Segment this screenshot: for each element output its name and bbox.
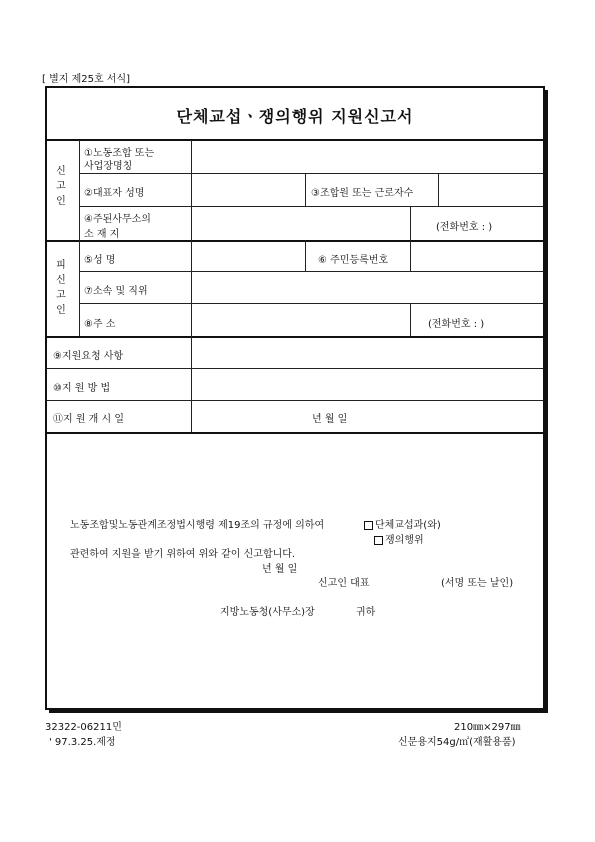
address-field[interactable] <box>193 305 408 335</box>
phone-label-1: (전화번호 : ) <box>436 222 493 233</box>
member-count-field[interactable] <box>440 175 541 205</box>
statement-date: 년 월 일 <box>262 564 298 575</box>
row-line <box>79 173 543 174</box>
col-line <box>438 173 439 206</box>
address-label: ⑧주 소 <box>84 319 116 330</box>
checkbox-icon[interactable] <box>364 521 373 530</box>
org-name-label: ①노동조합 또는 <box>84 148 155 159</box>
option-industrial-action[interactable]: 쟁의행위 <box>374 531 424 546</box>
row-line <box>79 303 543 304</box>
label-col-line <box>191 140 192 432</box>
org-name-label-2: 사업장명칭 <box>84 161 133 172</box>
row-line <box>47 400 543 401</box>
phone-label-2: (전화번호 : ) <box>428 319 485 330</box>
form-title: 단체교섭ㆍ쟁의행위 지원신고서 <box>176 106 414 126</box>
col-line <box>410 240 411 271</box>
org-name-field[interactable] <box>193 141 541 172</box>
support-method-label: ⑩지 원 방 법 <box>53 383 111 394</box>
statement-line-1: 노동조합및노동관계조정법시행령 제19조의 규정에 의하여 <box>70 520 325 531</box>
group-col-line <box>79 140 80 336</box>
row-line <box>79 271 543 272</box>
affiliation-field[interactable] <box>193 273 541 302</box>
honorific: 귀하 <box>356 607 376 618</box>
support-request-label: ⑨지원요청 사항 <box>53 351 124 362</box>
checkbox-icon[interactable] <box>374 536 383 545</box>
reported-group-label: 피 신 고 인 <box>56 260 66 316</box>
row-line <box>47 368 543 369</box>
paper-type: 신문용지54g/㎡(재활용품) <box>398 737 516 748</box>
option-bargaining[interactable]: 단체교섭과(와) <box>364 516 441 531</box>
row-line <box>79 206 543 207</box>
recipient: 지방노동청(사무소)장 <box>220 607 315 618</box>
support-start-date: 년 월 일 <box>312 414 348 425</box>
enactment-date: ' 97.3.25.제정 <box>49 737 116 748</box>
representative-name-field[interactable] <box>193 175 303 205</box>
reporter-group-label: 신 고 인 <box>56 166 66 207</box>
support-method-field[interactable] <box>193 370 541 399</box>
member-count-label: ③조합원 또는 근로자수 <box>311 188 414 199</box>
representative-name-label: ②대표자 성명 <box>84 188 145 199</box>
statement-line-2: 관련하여 지원을 받기 위하여 위와 같이 신고합니다. <box>70 549 296 560</box>
name-label: ⑤성 명 <box>84 255 116 266</box>
resident-number-field[interactable] <box>412 242 541 270</box>
resident-number-label: ⑥ 주민등록번호 <box>318 255 389 266</box>
signature-note: (서명 또는 날인) <box>441 578 514 589</box>
signer-label: 신고인 대표 <box>318 578 370 589</box>
col-line <box>305 240 306 271</box>
paper-size: 210㎜×297㎜ <box>454 722 521 733</box>
name-field[interactable] <box>193 242 303 270</box>
col-line <box>410 303 411 336</box>
form-code: 32322-06211민 <box>45 722 122 733</box>
row-line <box>47 432 543 434</box>
affiliation-label: ⑦소속 및 직위 <box>84 286 148 297</box>
office-address-field[interactable] <box>193 208 408 239</box>
office-address-label: ④주된사무소의 <box>84 214 151 225</box>
support-request-field[interactable] <box>193 338 541 367</box>
form-number: [ 별지 제25호 서식] <box>42 74 131 85</box>
col-line <box>305 173 306 206</box>
col-line <box>410 206 411 240</box>
office-address-label-2: 소 재 지 <box>84 229 120 240</box>
support-start-label: ⑪지 원 개 시 일 <box>53 414 125 425</box>
